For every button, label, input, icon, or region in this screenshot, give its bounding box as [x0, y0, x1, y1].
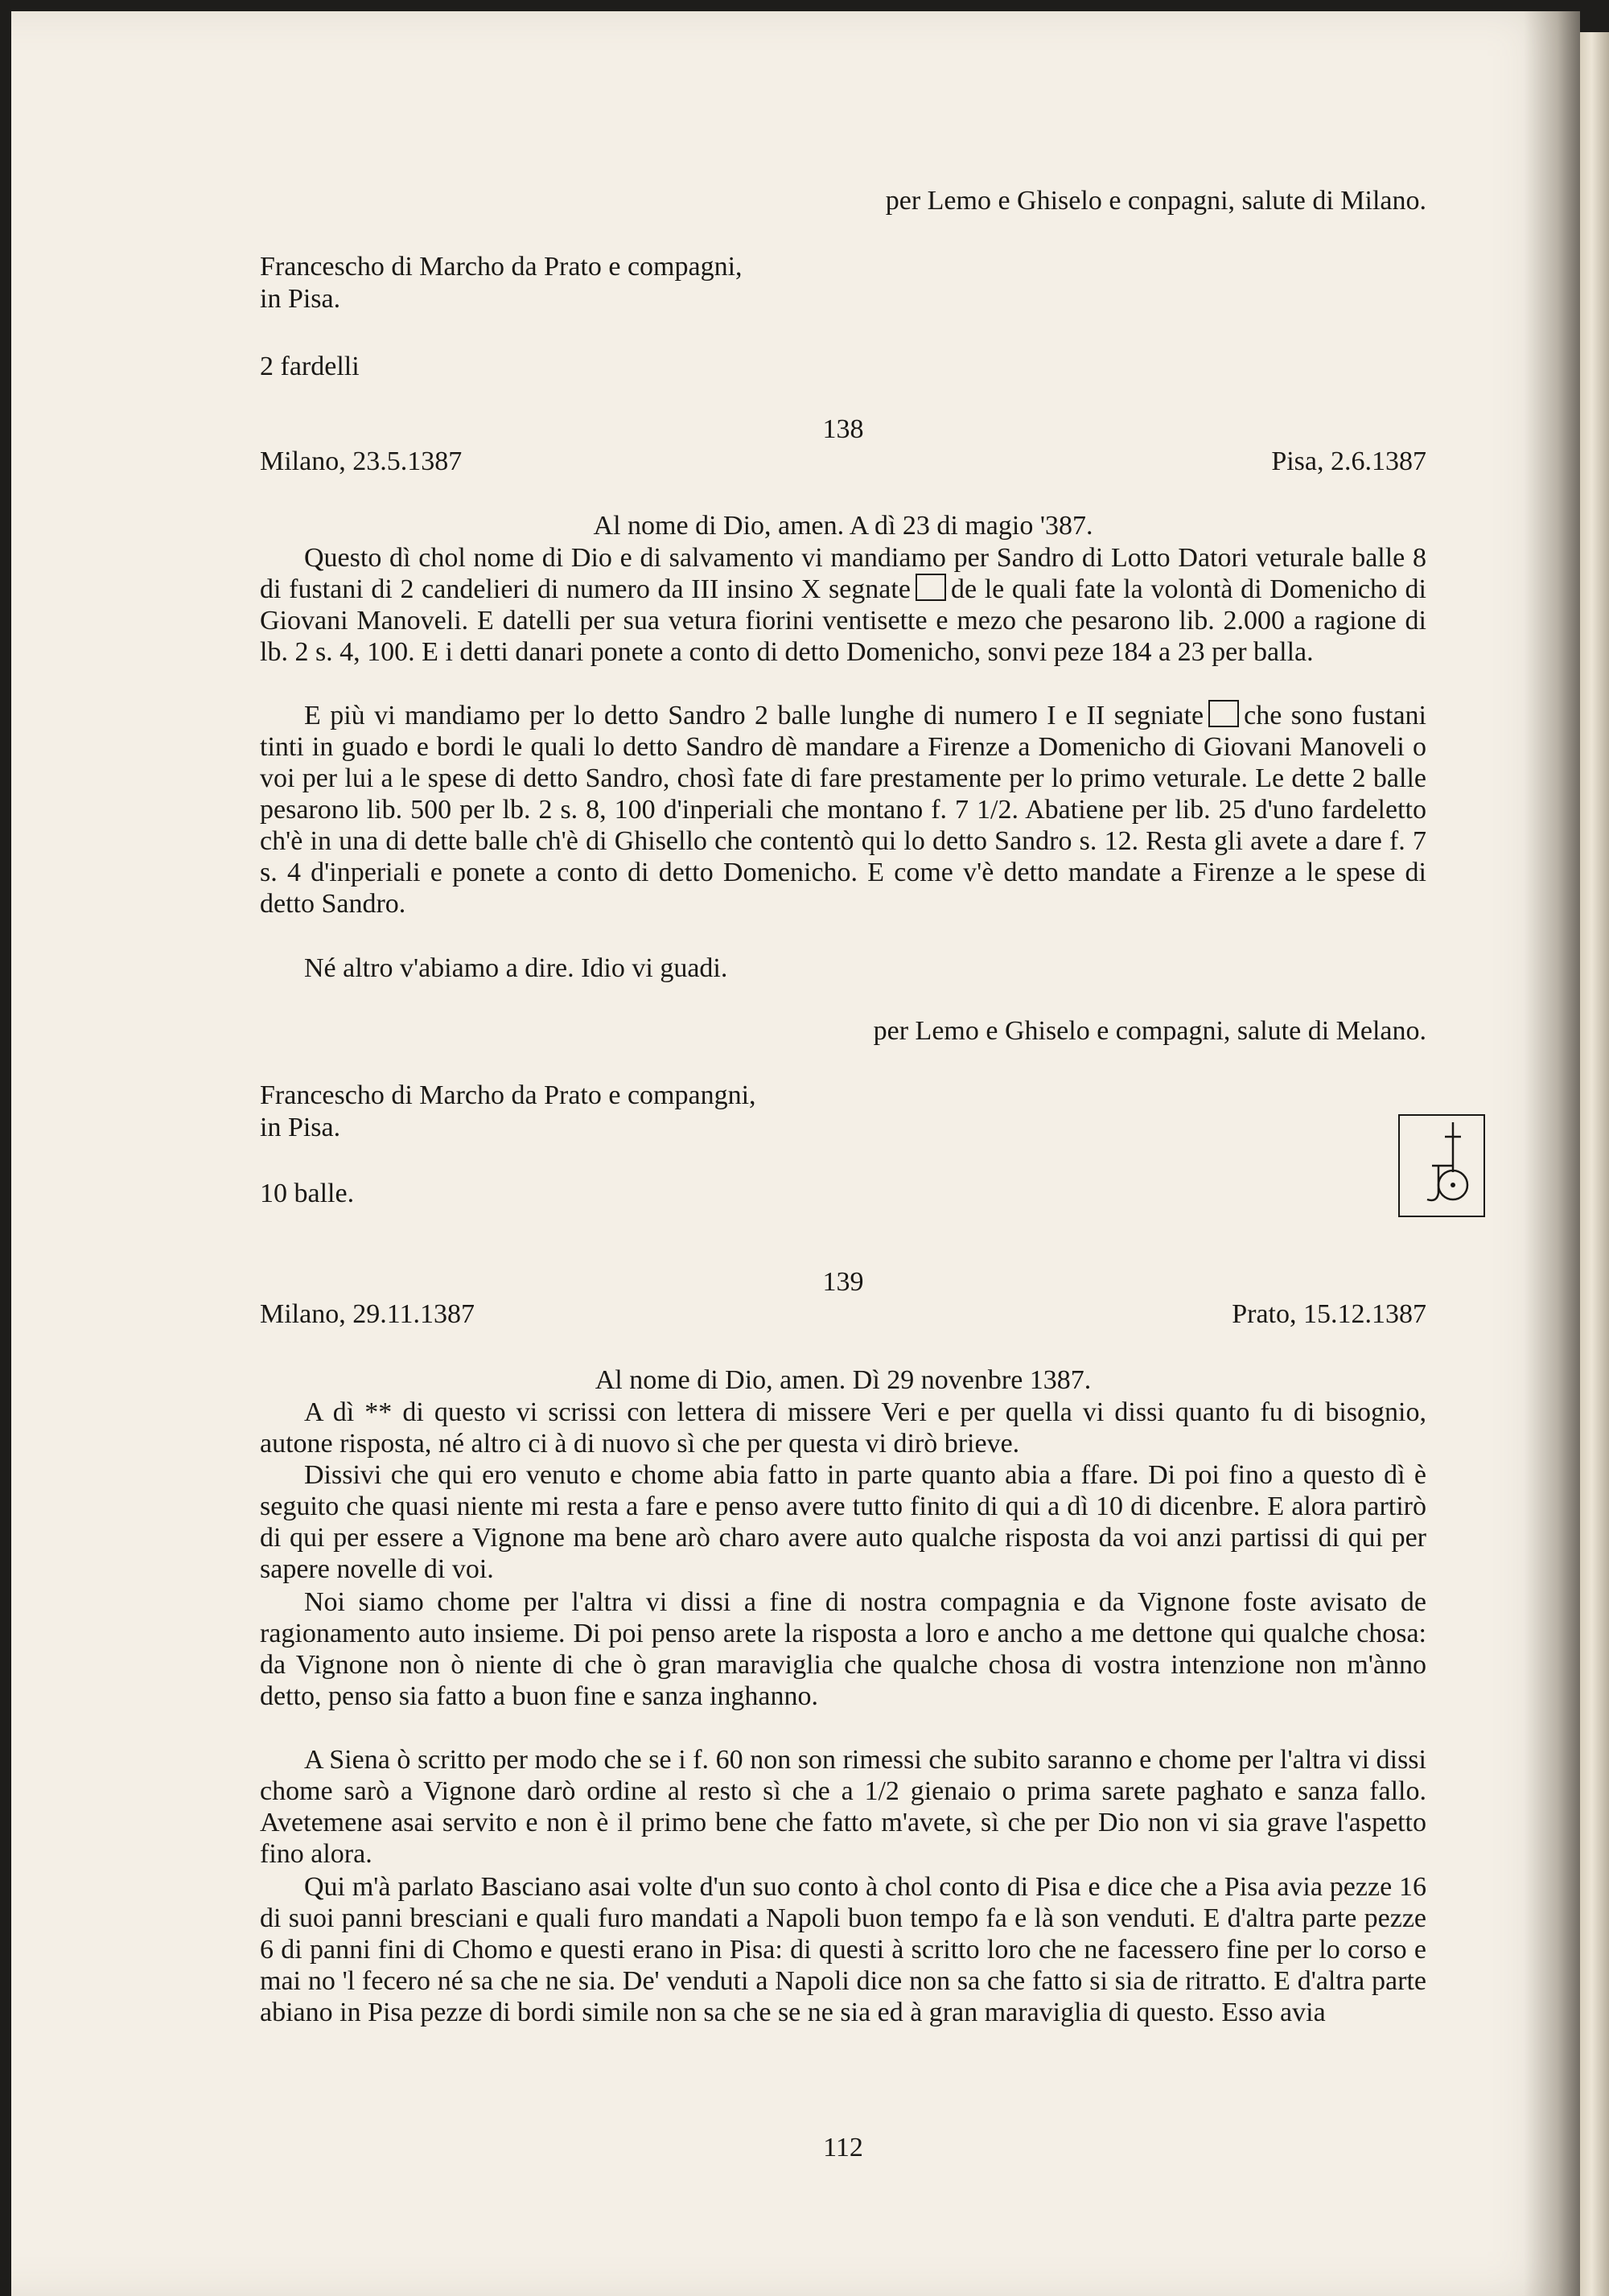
letter-139-paragraph-1: A dì ** di questo vi scrissi con lettera di missere Veri e per quella vi dissi quanto fu di bisognio, autone risposta, né altro ci à di nuovo sì che per questa vi dirò brieve.: [260, 1397, 1426, 1459]
letter-138-closing: per Lemo e Ghiselo e compagni, salute di Melano.: [873, 1016, 1426, 1046]
letter-138-origin: Milano, 23.5.1387: [260, 446, 463, 476]
address-line-2-top: in Pisa.: [260, 284, 341, 314]
letter-139-paragraph-4: A Siena ò scritto per modo che se i f. 60 non son rimessi che subito saranno e chome per l'altra vi dissi chome sarò a Vignone darò ordine al resto sì che a 1/2 gienaio o prima sarete paghato e sanza fallo. Avetemene asai servito e non è il primo bene che fatto m'avete, sì che per Dio non vi sia grave l'aspetto fino alora.: [260, 1745, 1426, 1869]
letter-139-paragraph-2: Dissivi che qui ero venuto e chome abia fatto in parte quanto abia a ffare. Di poi fino a questo dì è seguito che quasi niente mi resta a fare e penso avere tutto finito di qui a dì 10 di dicenbre. E alora partirò di qui per essere a Vignone ma bene arò charo avere auto qualche risposta da voi anzi partissi di qui per sapere novelle di voi.: [260, 1460, 1426, 1584]
page-edge-stack: [1580, 32, 1609, 2296]
letter-138-para1-start: Questo dì chol nome di Dio e di salvamento vi mandiamo per Sandro di Lotto Datori veturale balle 8 di fustani di 2 candelieri di numero da III insino X segnate: [260, 543, 1426, 604]
letter-138-paragraph-1: [260, 542, 1426, 668]
binding-shadow: [1524, 11, 1580, 2296]
letter-139-dateline: [260, 1298, 1426, 1330]
letter-139-paragraph-3: Noi siamo chome per l'altra vi dissi a fine di nostra compagnia e da Vignone foste avisato de ragionamento auto insieme. Di poi penso arete la risposta a loro e ancho a me dettone qui qualche chosa: da Vignone non ò niente di che ò gran maraviglia che qualche chosa di vostra intenzione non m'ànno detto, penso sia fatto a buon fine e sanza inghanno.: [260, 1587, 1426, 1711]
page-number: 112: [823, 2133, 863, 2162]
letter-138-paragraph-3: Né altro v'abiamo a dire. Idio vi guadi.: [304, 953, 728, 983]
letter-138-address-1: Francescho di Marcho da Prato e compangni,: [260, 1080, 756, 1110]
letter-138-para1-end: de le quali fate la volontà di Domenicho di Giovani Manoveli. E datelli per sua vetura fiorini ventisette e mezo che pesarono lib. 2.000 a ragione di lb. 2 s. 4, 100. E i detti danari ponete a conto di detto Domenicho, sonvi peze 184 a 23 per balla.: [260, 574, 1426, 667]
address-line-1-top: Francescho di Marcho da Prato e compagni,: [260, 252, 743, 282]
letter-139-paragraph-5: Qui m'à parlato Basciano asai volte d'un suo conto à chol conto di Pisa e dice che a Pisa avia pezze 16 di suoi panni bresciani e quali furo mandati a Napoli buon tempo fa e là son venduti. E d'altra parte pezze 6 di panni fini di Chomo e questi erano in Pisa: di questi à scritto loro che ne facessero fine per lo corso e mai no 'l fecero né sa che ne sia. De' venduti a Napoli dice non sa che fatto si sia de ritratto. E d'altra parte abiano in Pisa pezze di bordi simile non sa che se ne sia ed à gran maraviglia di questo. Esso avia: [260, 1872, 1426, 2027]
letter-138-goods: 10 balle.: [260, 1179, 355, 1208]
letter-138-destination: Pisa, 2.6.1387: [1271, 446, 1426, 476]
letter-139-opening: Al nome di Dio, amen. Dì 29 novenbre 1387.: [595, 1365, 1092, 1395]
letter-138-address-2: in Pisa.: [260, 1113, 341, 1142]
letter-138-para2-end: che sono fustani tinti in guado e bordi le quali lo detto Sandro dè mandare a Firenze a Domenicho di Giovani Manoveli o voi per lui a le spese di detto Sandro, chosì fate di fare prestamente per lo primo veturale. Le dette 2 balle pesarono lib. 500 per lb. 2 s. 8, 100 d'inperiali che montano f. 7 1/2. Abatiene per lib. 25 d'uno fardeletto ch'è in una di dette balle ch'è di Ghisello che contentò qui lo detto Sandro s. 12. Resta gli avete a dare f. 7 s. 4 d'inperiali e ponete a conto di detto Domenicho. E come v'è detto mandate a Firenze a le spese di detto Sandro.: [260, 701, 1427, 919]
letter-138-dateline: [260, 446, 1426, 477]
goods-note-top: 2 fardelli: [260, 352, 360, 381]
letter-139-destination: Prato, 15.12.1387: [1232, 1299, 1426, 1329]
merchant-mark-icon: [1208, 700, 1239, 727]
closing-line-top: per Lemo e Ghiselo e conpagni, salute di Milano.: [885, 186, 1426, 216]
letter-138-para2-start: E più vi mandiamo per lo detto Sandro 2 balle lunghe di numero I e II segniate: [304, 701, 1204, 730]
letter-138-opening: Al nome di Dio, amen. A dì 23 di magio '387.: [593, 511, 1093, 541]
merchant-seal-icon: [1398, 1114, 1485, 1217]
merchant-mark-icon: [916, 574, 946, 601]
letter-138-paragraph-2: [260, 700, 1426, 920]
letter-139-origin: Milano, 29.11.1387: [260, 1299, 475, 1329]
letter-number-139: 139: [822, 1267, 864, 1297]
letter-number-138: 138: [822, 414, 864, 444]
